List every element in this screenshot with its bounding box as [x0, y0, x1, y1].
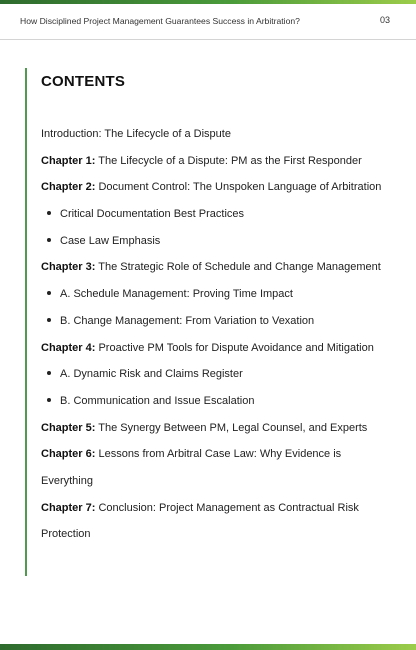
toc-chapter-entry[interactable] [41, 155, 401, 168]
table-of-contents [41, 73, 401, 555]
toc-chapter-entry[interactable] [41, 181, 401, 194]
toc-subsection-entry[interactable] [41, 395, 401, 408]
toc-subsection-entry[interactable] [41, 208, 401, 221]
subsection-title: Critical Documentation Best Practices [60, 208, 245, 221]
toc-text-entry[interactable] [41, 128, 401, 141]
bullet-icon [47, 398, 51, 402]
subsection-title: A. Schedule Management: Proving Time Impact [60, 288, 293, 301]
chapter-label: Chapter 1: [41, 154, 96, 167]
subsection-title: B. Communication and Issue Escalation [60, 394, 255, 407]
header-divider [0, 39, 416, 40]
top-accent-bar [0, 0, 416, 4]
chapter-title: Lessons from Arbitral Case Law: Why Evidence is [95, 448, 342, 461]
toc-chapter-entry[interactable] [41, 342, 401, 355]
page-number: 03 [380, 15, 391, 25]
subsection-title: B. Change Management: From Variation to Vexation [60, 314, 315, 327]
bottom-accent-bar [0, 644, 416, 650]
toc-chapter-entry[interactable] [41, 261, 401, 274]
chapter-title: The Synergy Between PM, Legal Counsel, and Experts [95, 421, 368, 434]
chapter-label: Chapter 5: [41, 421, 96, 434]
toc-list [41, 128, 401, 541]
bullet-icon [47, 238, 51, 242]
chapter-title: Document Control: The Unspoken Language of Arbitration [95, 181, 382, 194]
subsection-title: A. Dynamic Risk and Claims Register [60, 368, 243, 381]
contents-heading: CONTENTS [41, 73, 126, 90]
toc-subsection-entry[interactable] [41, 288, 401, 301]
toc-chapter-entry[interactable] [41, 502, 401, 515]
contents-side-rule [25, 68, 27, 576]
chapter-label: Chapter 3: [41, 261, 96, 274]
toc-chapter-entry[interactable] [41, 422, 401, 435]
chapter-title: The Lifecycle of a Dispute: PM as the First Responder [95, 154, 362, 167]
chapter-label: Chapter 4: [41, 341, 96, 354]
bullet-icon [47, 371, 51, 375]
toc-subsection-entry[interactable] [41, 235, 401, 248]
chapter-label: Chapter 6: [41, 448, 96, 461]
chapter-title: Proactive PM Tools for Dispute Avoidance and Mitigation [95, 341, 374, 354]
bullet-icon [47, 318, 51, 322]
chapter-label: Chapter 7: [41, 501, 96, 514]
chapter-title: The Strategic Role of Schedule and Change Management [95, 261, 381, 274]
running-header-title: How Disciplined Project Management Guarantees Success in Arbitration? [20, 16, 300, 26]
subsection-title: Case Law Emphasis [60, 234, 161, 247]
toc-text: Introduction: The Lifecycle of a Dispute [41, 128, 231, 140]
toc-subsection-entry[interactable] [41, 368, 401, 381]
bullet-icon [47, 211, 51, 215]
bullet-icon [47, 291, 51, 295]
chapter-title: Conclusion: Project Management as Contractual Risk [95, 501, 359, 514]
toc-text-entry[interactable] [41, 475, 401, 488]
toc-chapter-entry[interactable] [41, 448, 401, 461]
chapter-label: Chapter 2: [41, 181, 96, 194]
toc-subsection-entry[interactable] [41, 315, 401, 328]
toc-text: Everything [41, 474, 93, 487]
toc-text: Protection [41, 528, 91, 541]
toc-text-entry[interactable] [41, 528, 401, 541]
